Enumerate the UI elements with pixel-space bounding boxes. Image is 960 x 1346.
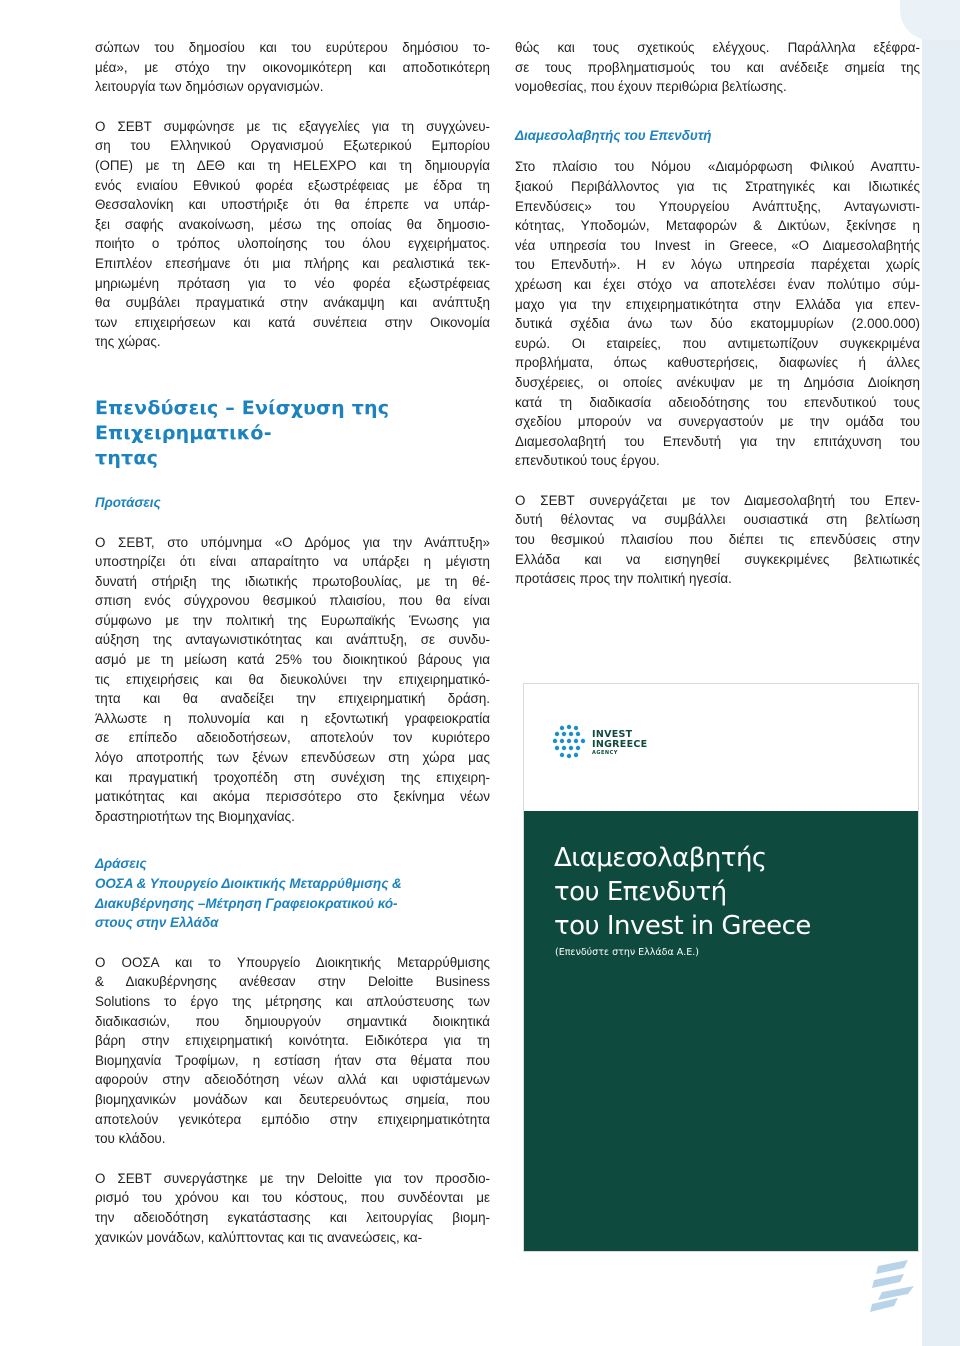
text-line: υποστηρίζει ότι είναι απαραίτητο να υπάρξει η μέγιστη	[95, 554, 490, 570]
text-line: δυσχέρειες, οι οποίες ανέκυψαν με τη Δημόσια Διοίκηση	[515, 374, 920, 390]
heading-line: Διακυβέρνησης –Μέτρηση Γραφειοκρατικού κό-	[95, 895, 398, 911]
brochure-cover-green-panel	[524, 811, 918, 1251]
text-line: μηριωμένη πρόταση για το νέο φορέα εξωστρέφειας	[95, 275, 490, 291]
text-line: βάρη στην επιχειρηματική κοινότητα. Ειδικότερα για τη	[95, 1033, 490, 1049]
text-line: των επιχειρήσεων και κατά συνέπεια στην Οικονομία	[95, 314, 490, 330]
text-line: αποτελούν γενικότερα εμπόδιο στην επιχειρηματικότητα	[95, 1111, 490, 1127]
text-line: αφορούν στην αδειοδότηση νέων αλλά και υφιστάμενων	[95, 1072, 490, 1088]
right-column	[515, 38, 920, 589]
text-line: νέα υπηρεσία του Invest in Greece, «Ο Διαμεσολαβητής	[515, 237, 920, 253]
text-line: Ο ΟΟΣΑ και το Υπουργείο Διοικητικής Μεταρρύθμισης	[95, 954, 490, 970]
brochure-title	[554, 841, 894, 943]
brochure-cover-top	[524, 684, 918, 811]
text-line: νομοθεσίας, που έχουν περιθώρια βελτίωσης.	[515, 79, 787, 95]
text-line: διαδικασιών, που δημιουργούν σημαντικά διοικητικά	[95, 1013, 490, 1029]
text-line: Θεσσαλονίκη και υποστήριξε ότι θα έπρεπε να υπάρ-	[95, 197, 490, 213]
text-line: αύξηση της ανταγωνιστικότητας και ανάπτυξη, σε συνδυ-	[95, 632, 490, 648]
heading-line: στους στην Ελλάδα	[95, 915, 219, 931]
text-line: κατά τη διαδικασία αδειοδότησης του επενδυτικού τους	[515, 394, 920, 410]
publisher-logo-icon	[868, 1258, 920, 1318]
page-corner-decoration	[900, 0, 960, 40]
text-line: (ΟΠΕ) με τη ΔΕΘ και τη HELEXPO και τη δημιουργία	[95, 157, 490, 173]
left-sevt-expo-paragraph	[95, 117, 490, 352]
text-line: του θεσμικού πλαισίου που διέπει τις επενδύσεις στην	[515, 532, 920, 548]
text-line: ενός ενιαίου Εθνικού φορέα εξωστρέφειας με έδρα τη	[95, 177, 490, 193]
mediator-heading: Διαμεσολαβητής του Επενδυτή	[515, 127, 712, 143]
actions-heading	[95, 854, 490, 932]
text-line: σπιση ενός σύγχρονου θεσμικού πλαισίου, που θα είναι	[95, 593, 490, 609]
text-line: θώς και τους σχετικούς ελέγχους. Παράλληλα εξέφρα-	[515, 40, 920, 55]
text-line: θα συμβάλει πραγματικά στην ανάκαμψη και ανάπτυξη	[95, 295, 490, 311]
text-line: Βιομηχανία Τροφίμων, η εστίαση ήταν στα θέματα που	[95, 1052, 490, 1068]
logo-dots-icon	[552, 724, 588, 760]
text-line: Επιπλέον επεσήμανε ότι μια πλήρης και ρεαλιστικά τεκ-	[95, 255, 490, 271]
right-intro-paragraph	[515, 38, 920, 97]
text-line: σε επίπεδο αδειοδοτήσεων, αποτελούν τον κυριότερο	[95, 730, 490, 746]
text-line: ασμό με τη μείωση κατά 25% του διοικητικού βάρους για	[95, 652, 490, 668]
text-line: σε τους προβληματισμούς του και ανέδειξε σημεία της	[515, 59, 920, 75]
text-line: της χώρας.	[95, 334, 161, 350]
text-line: ρισμό του χρόνου και του κόστους, που συνδέονται με	[95, 1190, 490, 1206]
text-line: ευρώ. Οι εταιρείες, που αντιμετωπίζουν συγκεκριμένα	[515, 335, 920, 351]
invest-in-greece-logo	[552, 724, 672, 770]
text-line: ξει σαφής ανακοίνωση, μέσω της οποίας θα δημοσιο-	[95, 216, 490, 232]
text-line: σώπων του δημοσίου και του ευρύτερου δημόσιου το-	[95, 40, 490, 55]
text-line: & Διακυβέρνησης ανέθεσαν στην Deloitte Business	[95, 974, 490, 990]
text-line: Ο ΣΕΒΤ συνεργάστηκε με την Deloitte για τον προσδιο-	[95, 1170, 490, 1186]
left-oecd-paragraph	[95, 953, 490, 1149]
text-line: Ο ΣΕΒΤ, στο υπόμνημα «Ο Δρόμος για την Ανάπτυξη»	[95, 534, 490, 550]
logo-line-3: AGENCY	[592, 750, 618, 756]
text-line: Διαμεσολαβητή του Επενδυτή για την επιτάχυνση του	[515, 433, 920, 449]
text-line: προτάσεις προς την πολιτική ηγεσία.	[515, 571, 732, 587]
text-line: τητα και θα αναδείξει την επιχειρηματική δράση.	[95, 691, 490, 707]
logo-line-1: INVEST	[592, 729, 633, 740]
text-line: τις επιχειρήσεις και θα διευκολύνει την επιχειρηματικό-	[95, 671, 490, 687]
text-line: Άλλωστε η πολυνομία και η εξοντωτική γραφειοκρατία	[95, 710, 490, 726]
page-edge-decoration	[922, 0, 960, 1346]
brochure-cover	[523, 683, 919, 1252]
text-line: βιομηχανικών μονάδων και δευτερευόντως σημεία, που	[95, 1091, 490, 1107]
text-line: λειτουργία των δημόσιων οργανισμών.	[95, 79, 324, 95]
text-line: προβλήματα, όπως καθυστερήσεις, διαφωνίες ή άλλες	[515, 355, 920, 371]
logo-text	[592, 730, 647, 757]
text-line: μαχο για την επιχειρηματικότητα στην Ελλάδα για επεν-	[515, 296, 920, 312]
text-line: σύμφωνο με την πολιτική της Ευρωπαϊκής Ένωσης για	[95, 612, 490, 628]
section-heading-investments	[95, 396, 490, 471]
text-line: μέα», με στόχο την οικονομικότερη και αποδοτικότερη	[95, 59, 490, 75]
heading-line: τητας	[95, 446, 159, 469]
text-line: Επενδύσεις» του Υπουργείου Ανάπτυξης, Ανταγωνιστι-	[515, 198, 920, 214]
logo-line-2: INGREECE	[592, 739, 648, 750]
left-intro-paragraph	[95, 38, 490, 97]
text-line: δυνατή στήριξη της ιδιωτικής πρωτοβουλίας, με τη θέ-	[95, 573, 490, 589]
text-line: Στο πλαίσιο του Νόμου «Διαμόρφωση Φιλικού Αναπτυ-	[515, 159, 920, 175]
heading-line: ΟΟΣΑ & Υπουργείο Διοικτικής Μεταρρύθμισης &	[95, 876, 402, 891]
text-line: την αδειοδότηση εγκατάστασης και λειτουργίας βιομη-	[95, 1209, 490, 1225]
text-line: Ελλάδα και να εισηγηθεί συγκεκριμένες βελτιωτικές	[515, 551, 920, 567]
text-line: ση του Ελληνικού Οργανισμού Εξωτερικού Εμπορίου	[95, 138, 490, 154]
text-line: του κλάδου.	[95, 1131, 166, 1147]
text-line: Ο ΣΕΒΤ συμφώνησε με τις εξαγγελίες για τη συγχώνευ-	[95, 118, 490, 134]
brochure-title-line: του Επενδυτή	[554, 877, 727, 907]
text-line: επενδυτικού τους έργου.	[515, 453, 660, 469]
text-line: Solutions το έργο της μέτρησης και απλούστευσης των	[95, 993, 490, 1009]
text-line: σχεδίου μπορούν να συνεργαστούν με την ομάδα του	[515, 414, 920, 430]
text-line: ματικότητας και ακόμα περισσότερο στο ξεκίνημα νέων	[95, 789, 490, 805]
text-line: Ο ΣΕΒΤ συνεργάζεται με τον Διαμεσολαβητή του Επεν-	[515, 492, 920, 508]
proposals-heading: Προτάσεις	[95, 494, 161, 510]
text-line: κότητας, Υποδομών, Μεταφορών & Δικτύων, ξεκίνησε η	[515, 218, 920, 234]
brochure-title-line: του Invest in Greece	[554, 911, 811, 941]
text-line: και πραγματική τροχοπέδη στη συνέχιση της επιχειρη-	[95, 769, 490, 785]
text-line: δραστηριοτήτων της Βιομηχανίας.	[95, 808, 295, 824]
text-line: δυτικά σχέδια άνω των δύο εκατομμυρίων (2.000.000)	[515, 316, 920, 332]
text-line: δυτή θέλοντας να συμβάλλει ουσιαστικά στη βελτίωση	[515, 512, 920, 528]
heading-line: Δράσεις	[95, 856, 147, 872]
text-line: χανικών μονάδων, καλύπτοντας και τις ανανεώσεις, κα-	[95, 1229, 423, 1245]
text-line: χρέωση και έχει στόχο να αποτελέσει έναν πολύτιμο σύμ-	[515, 276, 920, 292]
left-column	[95, 38, 490, 1247]
right-sevt-cooperation-paragraph	[515, 491, 920, 589]
text-line: ξιακού Περιβάλλοντος για τις Στρατηγικές και Ιδιωτικές	[515, 178, 920, 194]
heading-line: Επενδύσεις – Ενίσχυση της Επιχειρηματικό-	[95, 396, 390, 444]
text-line: λόγο αποτροπής των ξένων επενδύσεων στη χώρα μας	[95, 750, 490, 766]
brochure-subtitle: (Επενδύστε στην Ελλάδα Α.Ε.)	[555, 947, 700, 958]
text-line: ποιήτο ο τρόπος υλοποίησης του όλου εγχειρήματος.	[95, 236, 490, 252]
text-line: του Επενδυτή». Η εν λόγω υπηρεσία παρέχεται χωρίς	[515, 257, 920, 273]
left-deloitte-paragraph	[95, 1169, 490, 1247]
right-mediator-paragraph	[515, 157, 920, 471]
left-proposals-paragraph	[95, 533, 490, 827]
brochure-title-line: Διαμεσολαβητής	[554, 843, 767, 873]
